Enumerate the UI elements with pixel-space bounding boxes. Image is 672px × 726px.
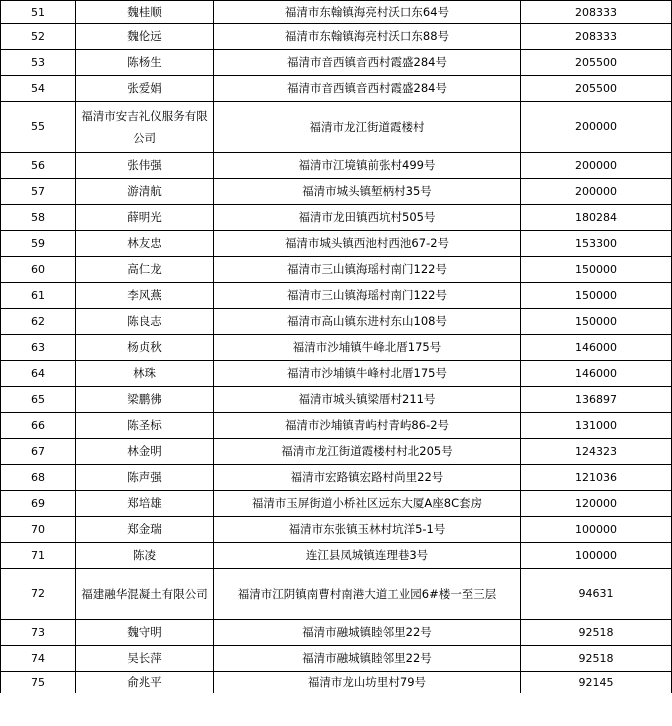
row-amount: 100000	[521, 517, 672, 543]
table-row	[1, 620, 672, 646]
row-number: 59	[1, 231, 76, 257]
row-address: 福清市高山镇东进村东山108号	[214, 309, 521, 335]
row-name: 郑培雄	[76, 491, 214, 517]
row-number: 65	[1, 387, 76, 413]
row-address: 福清市东翰镇海亮村沃口东64号	[214, 1, 521, 24]
row-address: 福清市三山镇海瑶村南门122号	[214, 283, 521, 309]
row-name: 福建融华混凝土有限公司	[76, 569, 214, 620]
row-amount: 121036	[521, 465, 672, 491]
row-amount: 180284	[521, 205, 672, 231]
row-address: 福清市城头镇梁厝村211号	[214, 387, 521, 413]
row-number: 71	[1, 543, 76, 569]
row-address: 福清市龙田镇西坑村505号	[214, 205, 521, 231]
row-address: 福清市龙山坊里村79号	[214, 672, 521, 694]
table-row	[1, 76, 672, 102]
row-number: 58	[1, 205, 76, 231]
row-address: 福清市江阴镇南曹村南港大道工业园6#楼一至三层	[214, 569, 521, 620]
row-name: 杨贞秋	[76, 335, 214, 361]
row-amount: 146000	[521, 361, 672, 387]
row-name: 高仁龙	[76, 257, 214, 283]
row-amount: 146000	[521, 335, 672, 361]
row-amount: 205500	[521, 50, 672, 76]
row-number: 72	[1, 569, 76, 620]
row-name: 林珠	[76, 361, 214, 387]
row-number: 60	[1, 257, 76, 283]
table-row	[1, 179, 672, 205]
row-amount: 131000	[521, 413, 672, 439]
row-name: 陈圣标	[76, 413, 214, 439]
table-row	[1, 283, 672, 309]
table-row	[1, 413, 672, 439]
row-number: 68	[1, 465, 76, 491]
row-number: 61	[1, 283, 76, 309]
table-row	[1, 205, 672, 231]
row-amount: 92518	[521, 620, 672, 646]
row-number: 53	[1, 50, 76, 76]
row-number: 67	[1, 439, 76, 465]
row-name: 魏守明	[76, 620, 214, 646]
row-amount: 205500	[521, 76, 672, 102]
row-name: 李风燕	[76, 283, 214, 309]
table-row	[1, 24, 672, 50]
row-amount: 136897	[521, 387, 672, 413]
row-address: 福清市江境镇前张村499号	[214, 153, 521, 179]
row-name: 俞兆平	[76, 672, 214, 694]
table-row	[1, 543, 672, 569]
row-number: 51	[1, 1, 76, 24]
row-number: 64	[1, 361, 76, 387]
row-name: 魏伦远	[76, 24, 214, 50]
row-amount: 120000	[521, 491, 672, 517]
row-amount: 100000	[521, 543, 672, 569]
row-amount: 200000	[521, 179, 672, 205]
table-row	[1, 102, 672, 153]
row-amount: 92518	[521, 646, 672, 672]
table-row	[1, 465, 672, 491]
row-amount: 200000	[521, 153, 672, 179]
row-name: 张伟强	[76, 153, 214, 179]
row-amount: 92145	[521, 672, 672, 694]
row-number: 63	[1, 335, 76, 361]
table-row	[1, 439, 672, 465]
row-address: 福清市三山镇海瑶村南门122号	[214, 257, 521, 283]
row-number: 54	[1, 76, 76, 102]
row-number: 57	[1, 179, 76, 205]
row-amount: 208333	[521, 24, 672, 50]
row-amount: 200000	[521, 102, 672, 153]
row-address: 福清市宏路镇宏路村尚里22号	[214, 465, 521, 491]
table-row	[1, 1, 672, 24]
table-row	[1, 257, 672, 283]
row-address: 福清市东翰镇海亮村沃口东88号	[214, 24, 521, 50]
row-address: 福清市融城镇睦邻里22号	[214, 620, 521, 646]
table-row	[1, 153, 672, 179]
row-name: 游清航	[76, 179, 214, 205]
row-amount: 208333	[521, 1, 672, 24]
row-number: 69	[1, 491, 76, 517]
row-name: 张爱娟	[76, 76, 214, 102]
row-name: 林友忠	[76, 231, 214, 257]
table-row	[1, 231, 672, 257]
row-address: 福清市龙江街道霞楼村	[214, 102, 521, 153]
row-amount: 153300	[521, 231, 672, 257]
row-address: 福清市沙埔镇牛峰村北厝175号	[214, 361, 521, 387]
row-address: 福清市融城镇睦邻里22号	[214, 646, 521, 672]
row-name: 薛明光	[76, 205, 214, 231]
row-address: 福清市城头镇西池村西池67-2号	[214, 231, 521, 257]
table-body	[1, 1, 672, 694]
row-amount: 150000	[521, 283, 672, 309]
row-number: 75	[1, 672, 76, 694]
table-row	[1, 491, 672, 517]
table-row	[1, 361, 672, 387]
row-number: 55	[1, 102, 76, 153]
row-name: 陈良志	[76, 309, 214, 335]
row-amount: 150000	[521, 257, 672, 283]
row-name: 梁鹏彿	[76, 387, 214, 413]
row-name: 福清市安吉礼仪服务有限公司	[76, 102, 214, 153]
table-row	[1, 50, 672, 76]
table-row	[1, 672, 672, 694]
row-address: 福清市沙埔镇青屿村青屿86-2号	[214, 413, 521, 439]
row-address: 福清市龙江街道霞楼村村北205号	[214, 439, 521, 465]
row-name: 魏桂顺	[76, 1, 214, 24]
row-number: 70	[1, 517, 76, 543]
row-name: 陈声强	[76, 465, 214, 491]
table-row	[1, 335, 672, 361]
row-name: 郑金瑞	[76, 517, 214, 543]
row-name: 陈杨生	[76, 50, 214, 76]
row-number: 73	[1, 620, 76, 646]
table-row	[1, 517, 672, 543]
row-address: 福清市玉屏街道小桥社区远东大厦A座8C套房	[214, 491, 521, 517]
row-number: 66	[1, 413, 76, 439]
row-amount: 150000	[521, 309, 672, 335]
row-name: 陈凌	[76, 543, 214, 569]
row-address: 福清市城头镇堑柄村35号	[214, 179, 521, 205]
row-amount: 94631	[521, 569, 672, 620]
row-number: 56	[1, 153, 76, 179]
row-number: 52	[1, 24, 76, 50]
row-name: 林金明	[76, 439, 214, 465]
row-name: 吴长萍	[76, 646, 214, 672]
row-number: 62	[1, 309, 76, 335]
row-number: 74	[1, 646, 76, 672]
table-row	[1, 387, 672, 413]
table-row	[1, 569, 672, 620]
row-amount: 124323	[521, 439, 672, 465]
row-address: 福清市沙埔镇牛峰北厝175号	[214, 335, 521, 361]
row-address: 福清市音西镇音西村霞盛284号	[214, 50, 521, 76]
table-row	[1, 309, 672, 335]
row-address: 福清市东张镇玉林村坑洋5-1号	[214, 517, 521, 543]
row-address: 福清市音西镇音西村霞盛284号	[214, 76, 521, 102]
row-address: 连江县凤城镇连理巷3号	[214, 543, 521, 569]
table-row	[1, 646, 672, 672]
